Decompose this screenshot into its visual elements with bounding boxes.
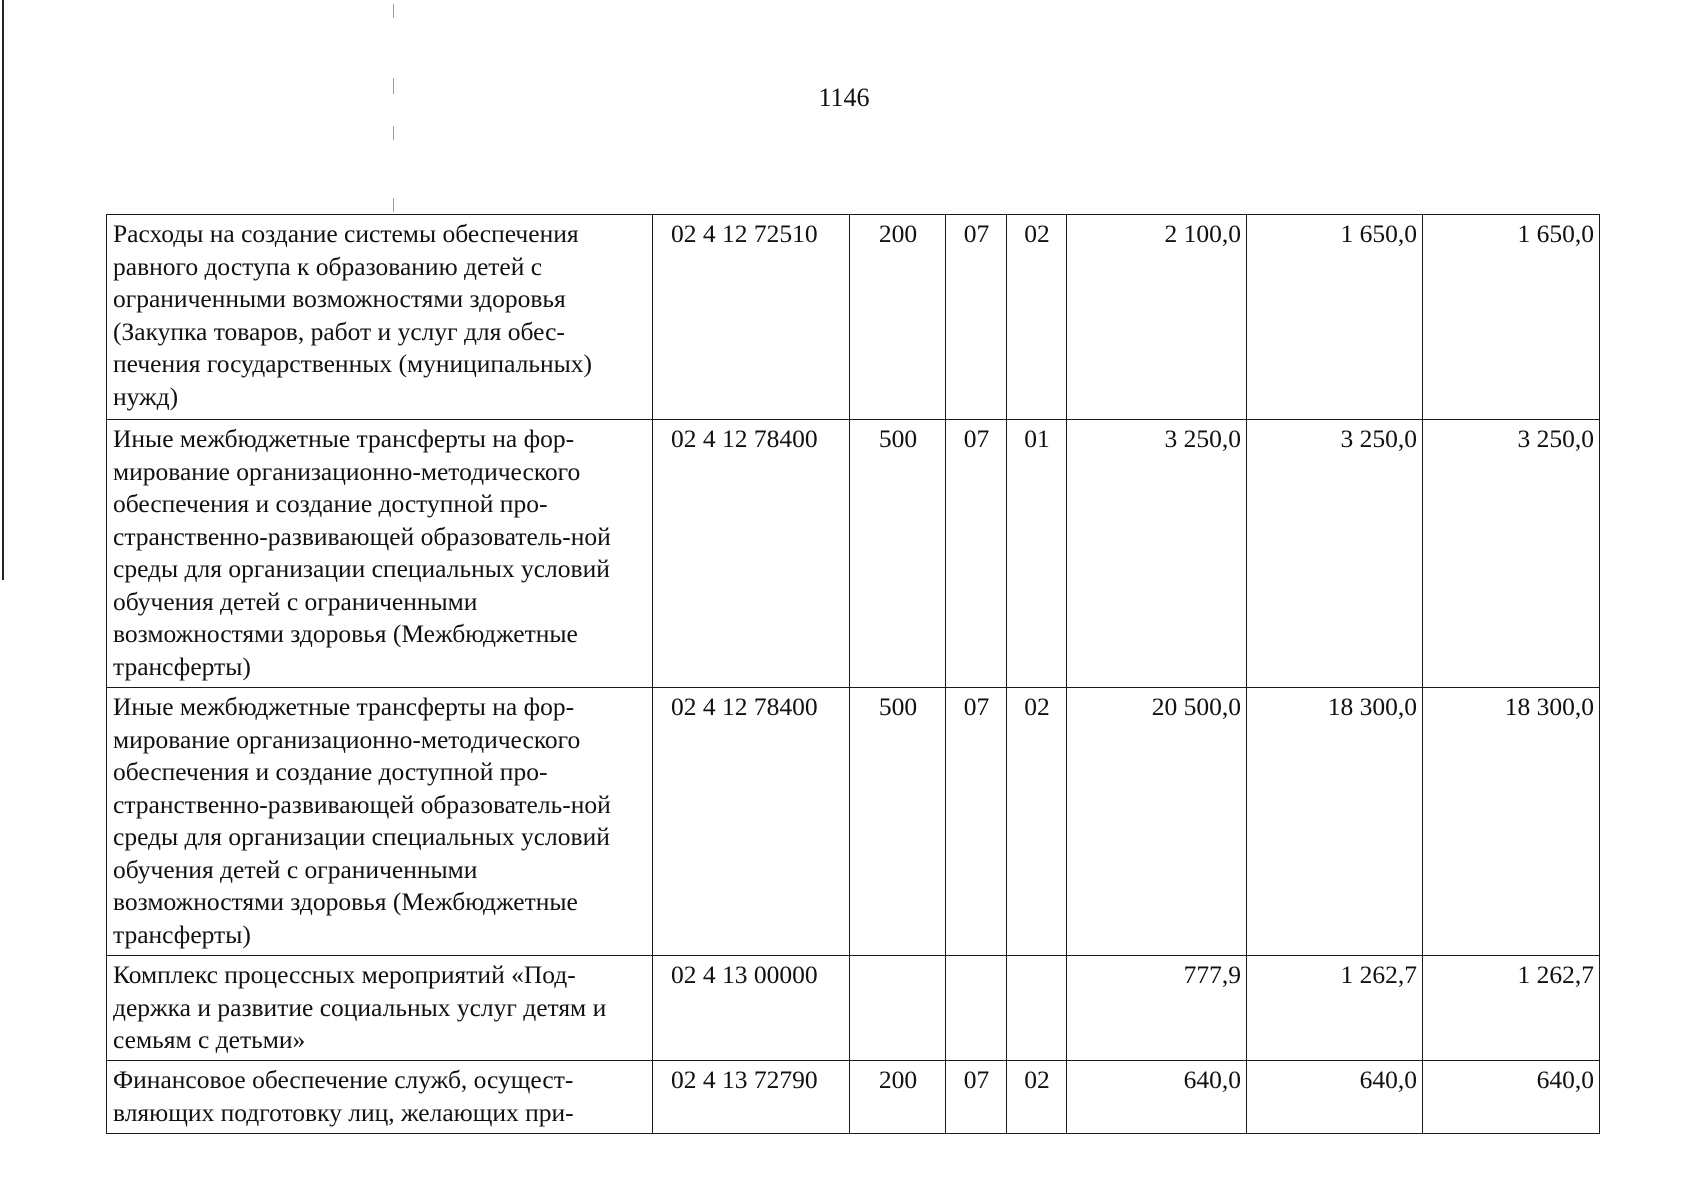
- subsection-code: 01: [1007, 420, 1067, 688]
- subsection-code: 02: [1007, 215, 1067, 420]
- scan-fold-mark: [393, 4, 394, 18]
- scan-fold-mark: [393, 126, 394, 140]
- amount-year-3: 1 262,7: [1423, 956, 1600, 1061]
- target-article-code: 02 4 13 00000: [653, 956, 850, 1061]
- subsection-code: 02: [1007, 1061, 1067, 1134]
- table-row: [107, 1061, 1600, 1134]
- amount-year-1: 777,9: [1067, 956, 1247, 1061]
- section-code: [946, 956, 1007, 1061]
- expense-description: Иные межбюджетные трансферты на фор-мирование организационно-методического обеспечения и создание доступной про-странственно-развивающей образователь-ной среды для организации специальных условий обучения детей с ограниченными возможностями здоровья (Межбюджетные трансферты): [107, 688, 653, 956]
- subsection-code: [1007, 956, 1067, 1061]
- amount-year-3: 3 250,0: [1423, 420, 1600, 688]
- table-row: [107, 215, 1600, 420]
- target-article-code: 02 4 12 78400: [653, 420, 850, 688]
- expense-type-code: 200: [850, 215, 946, 420]
- section-code: 07: [946, 420, 1007, 688]
- amount-year-1: 640,0: [1067, 1061, 1247, 1134]
- section-code: 07: [946, 1061, 1007, 1134]
- expense-type-code: 200: [850, 1061, 946, 1134]
- amount-year-1: 3 250,0: [1067, 420, 1247, 688]
- amount-year-3: 640,0: [1423, 1061, 1600, 1134]
- expense-description: Иные межбюджетные трансферты на фор-мирование организационно-методического обеспечения и создание доступной про-странственно-развивающей образователь-ной среды для организации специальных условий обучения детей с ограниченными возможностями здоровья (Межбюджетные трансферты): [107, 420, 653, 688]
- table-row: [107, 956, 1600, 1061]
- target-article-code: 02 4 12 72510: [653, 215, 850, 420]
- section-code: 07: [946, 215, 1007, 420]
- target-article-code: 02 4 12 78400: [653, 688, 850, 956]
- expense-description: Расходы на создание системы обеспечения равного доступа к образованию детей с ограниченными возможностями здоровья (Закупка товаров, работ и услуг для обес-печения государственных (муниципальных) нужд): [107, 215, 653, 420]
- expense-type-code: 500: [850, 688, 946, 956]
- scan-fold-mark: [393, 198, 394, 212]
- table-row: [107, 420, 1600, 688]
- expense-description: Финансовое обеспечение служб, осущест-вляющих подготовку лиц, желающих при-: [107, 1061, 653, 1134]
- amount-year-1: 20 500,0: [1067, 688, 1247, 956]
- section-code: 07: [946, 688, 1007, 956]
- amount-year-3: 18 300,0: [1423, 688, 1600, 956]
- expense-description: Комплекс процессных мероприятий «Под-держка и развитие социальных услуг детям и семьям с детьми»: [107, 956, 653, 1061]
- amount-year-2: 3 250,0: [1247, 420, 1423, 688]
- expense-type-code: [850, 956, 946, 1061]
- page-number: 1146: [818, 83, 870, 112]
- amount-year-2: 1 650,0: [1247, 215, 1423, 420]
- amount-year-2: 18 300,0: [1247, 688, 1423, 956]
- target-article-code: 02 4 13 72790: [653, 1061, 850, 1134]
- budget-allocation-table: [106, 214, 1600, 1134]
- amount-year-1: 2 100,0: [1067, 215, 1247, 420]
- amount-year-3: 1 650,0: [1423, 215, 1600, 420]
- table-row: [107, 688, 1600, 956]
- subsection-code: 02: [1007, 688, 1067, 956]
- amount-year-2: 1 262,7: [1247, 956, 1423, 1061]
- expense-type-code: 500: [850, 420, 946, 688]
- amount-year-2: 640,0: [1247, 1061, 1423, 1134]
